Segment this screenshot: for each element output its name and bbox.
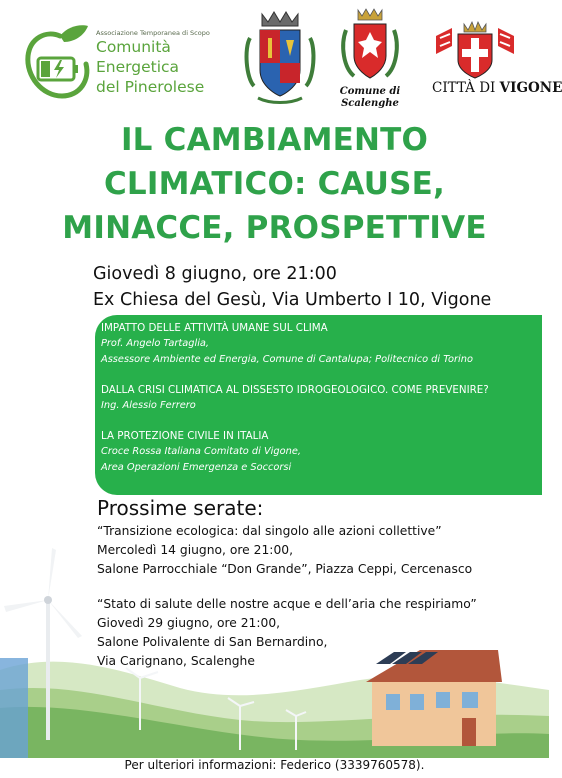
next-event-date: Mercoledì 14 giugno, ore 21:00, [97, 543, 293, 557]
next-event-place: Salone Parrocchiale “Don Grande”, Piazza Ceppi, Cercenasco [97, 562, 473, 576]
next-events-heading: Prossime serate: [97, 496, 264, 520]
title-line-3: MINACCE, PROSPETTIVE [62, 210, 487, 246]
talk-speaker: Ing. Alessio Ferrero [101, 400, 196, 411]
talk-speaker-role: Assessore Ambiente ed Energia, Comune di Cantalupa; Politecnico di Torino [101, 354, 473, 365]
talk-speaker-role: Area Operazioni Emergenza e Soccorsi [101, 462, 292, 473]
event-date: Giovedì 8 giugno, ore 21:00 [93, 264, 337, 284]
talk-item [101, 320, 536, 368]
scalenghe-crest [340, 6, 400, 86]
talk-item [101, 382, 536, 414]
talk-title: IMPATTO DELLE ATTIVITÀ UMANE SUL CLIMA [101, 322, 328, 334]
logo-line-2: Energetica [96, 58, 180, 76]
municipal-crest-1 [240, 8, 320, 108]
scalenghe-label [330, 86, 410, 110]
next-event-place-2: Via Carignano, Scalenghe [97, 654, 255, 668]
talks-box [95, 315, 542, 495]
scalenghe-label-line-1: Comune di [339, 86, 401, 97]
next-event-place: Salone Polivalente di San Bernardino, [97, 635, 328, 649]
talk-speaker: Croce Rossa Italiana Comitato di Vigone, [101, 446, 301, 457]
event-place: Ex Chiesa del Gesù, Via Umberto I 10, Vigone [93, 290, 492, 310]
association-label: Associazione Temporanea di Scopo [96, 29, 210, 37]
event-title [0, 118, 549, 250]
talk-title: LA PROTEZIONE CIVILE IN ITALIA [101, 430, 269, 442]
title-line-2: CLIMATICO: CAUSE, [103, 166, 446, 202]
vigone-label-prefix: CITTÀ DI [432, 80, 500, 96]
scalenghe-label-line-2: Scalenghe [341, 98, 399, 109]
logo-line-1: Comunità [96, 38, 171, 56]
vigone-label [432, 80, 562, 96]
event-when-where [93, 261, 491, 313]
title-line-1: IL CAMBIAMENTO [120, 122, 429, 158]
battery-leaf-icon [22, 22, 94, 104]
contact-footer: Per ulteriori informazioni: Federico (3339760578). [124, 758, 425, 772]
logo-line-3: del Pinerolese [96, 78, 205, 96]
next-event-2 [97, 595, 477, 671]
cep-logo [22, 22, 222, 104]
vigone-label-name: VIGONE [499, 80, 562, 96]
next-event-title: “Stato di salute delle nostre acque e dell’aria che respiriamo” [97, 597, 477, 611]
next-event-title: “Transizione ecologica: dal singolo alle azioni collettive” [97, 524, 442, 538]
talk-speaker: Prof. Angelo Tartaglia, [101, 338, 210, 349]
talk-title: DALLA CRISI CLIMATICA AL DISSESTO IDROGEOLOGICO. COME PREVENIRE? [101, 384, 489, 396]
talk-item [101, 428, 536, 476]
vigone-crest [432, 20, 518, 78]
next-event-date: Giovedì 29 giugno, ore 21:00, [97, 616, 281, 630]
next-event-1 [97, 522, 472, 579]
